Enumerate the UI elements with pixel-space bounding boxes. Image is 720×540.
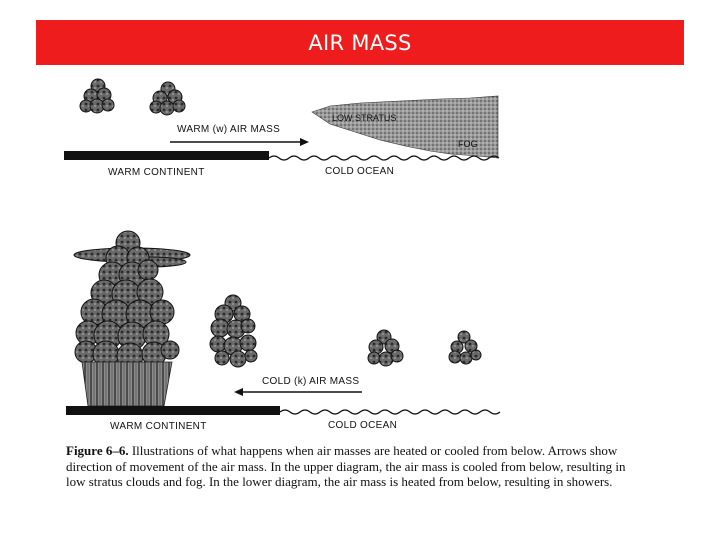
rain-shaft [82, 362, 172, 406]
upper-diagram [64, 79, 499, 178]
upper-warm-continent [64, 151, 269, 160]
small-cloud-1 [80, 79, 114, 113]
lower-arrowhead [234, 388, 243, 396]
lower-cold-ocean [280, 410, 500, 414]
medium-cloud [210, 295, 257, 367]
cumulonimbus-cloud [74, 231, 190, 369]
lower-diagram [66, 231, 500, 432]
lower-cold-ocean-label: COLD OCEAN [328, 420, 398, 431]
figure-number: Figure 6–6. [66, 443, 129, 458]
fog-label: FOG [458, 139, 478, 149]
upper-arrow-label: WARM (w) AIR MASS [177, 124, 281, 135]
slide-title: AIR MASS [308, 30, 412, 55]
small-cloud-2 [150, 82, 185, 115]
ocean-cloud-2 [449, 331, 481, 364]
lower-warm-continent [66, 406, 280, 415]
upper-cold-ocean-label: COLD OCEAN [325, 166, 395, 177]
figure-caption [66, 443, 626, 490]
upper-warm-continent-label: WARM CONTINENT [108, 167, 205, 178]
lower-warm-continent-label: WARM CONTINENT [110, 421, 207, 432]
upper-arrowhead [300, 138, 309, 146]
low-stratus-label: LOW STRATUS [332, 113, 397, 123]
upper-cold-ocean [269, 156, 499, 160]
caption-text: Illustrations of what happens when air masses are heated or cooled from below. Arrows show direction of movement of the air mass. In the upper diagram, the air mass is cooled from below, resulting in low stratus clouds and fog. In the lower diagram, the air mass is heated from below, resulting in showers. [66, 443, 626, 489]
ocean-cloud-1 [368, 330, 403, 366]
lower-arrow-label: COLD (k) AIR MASS [262, 376, 360, 387]
